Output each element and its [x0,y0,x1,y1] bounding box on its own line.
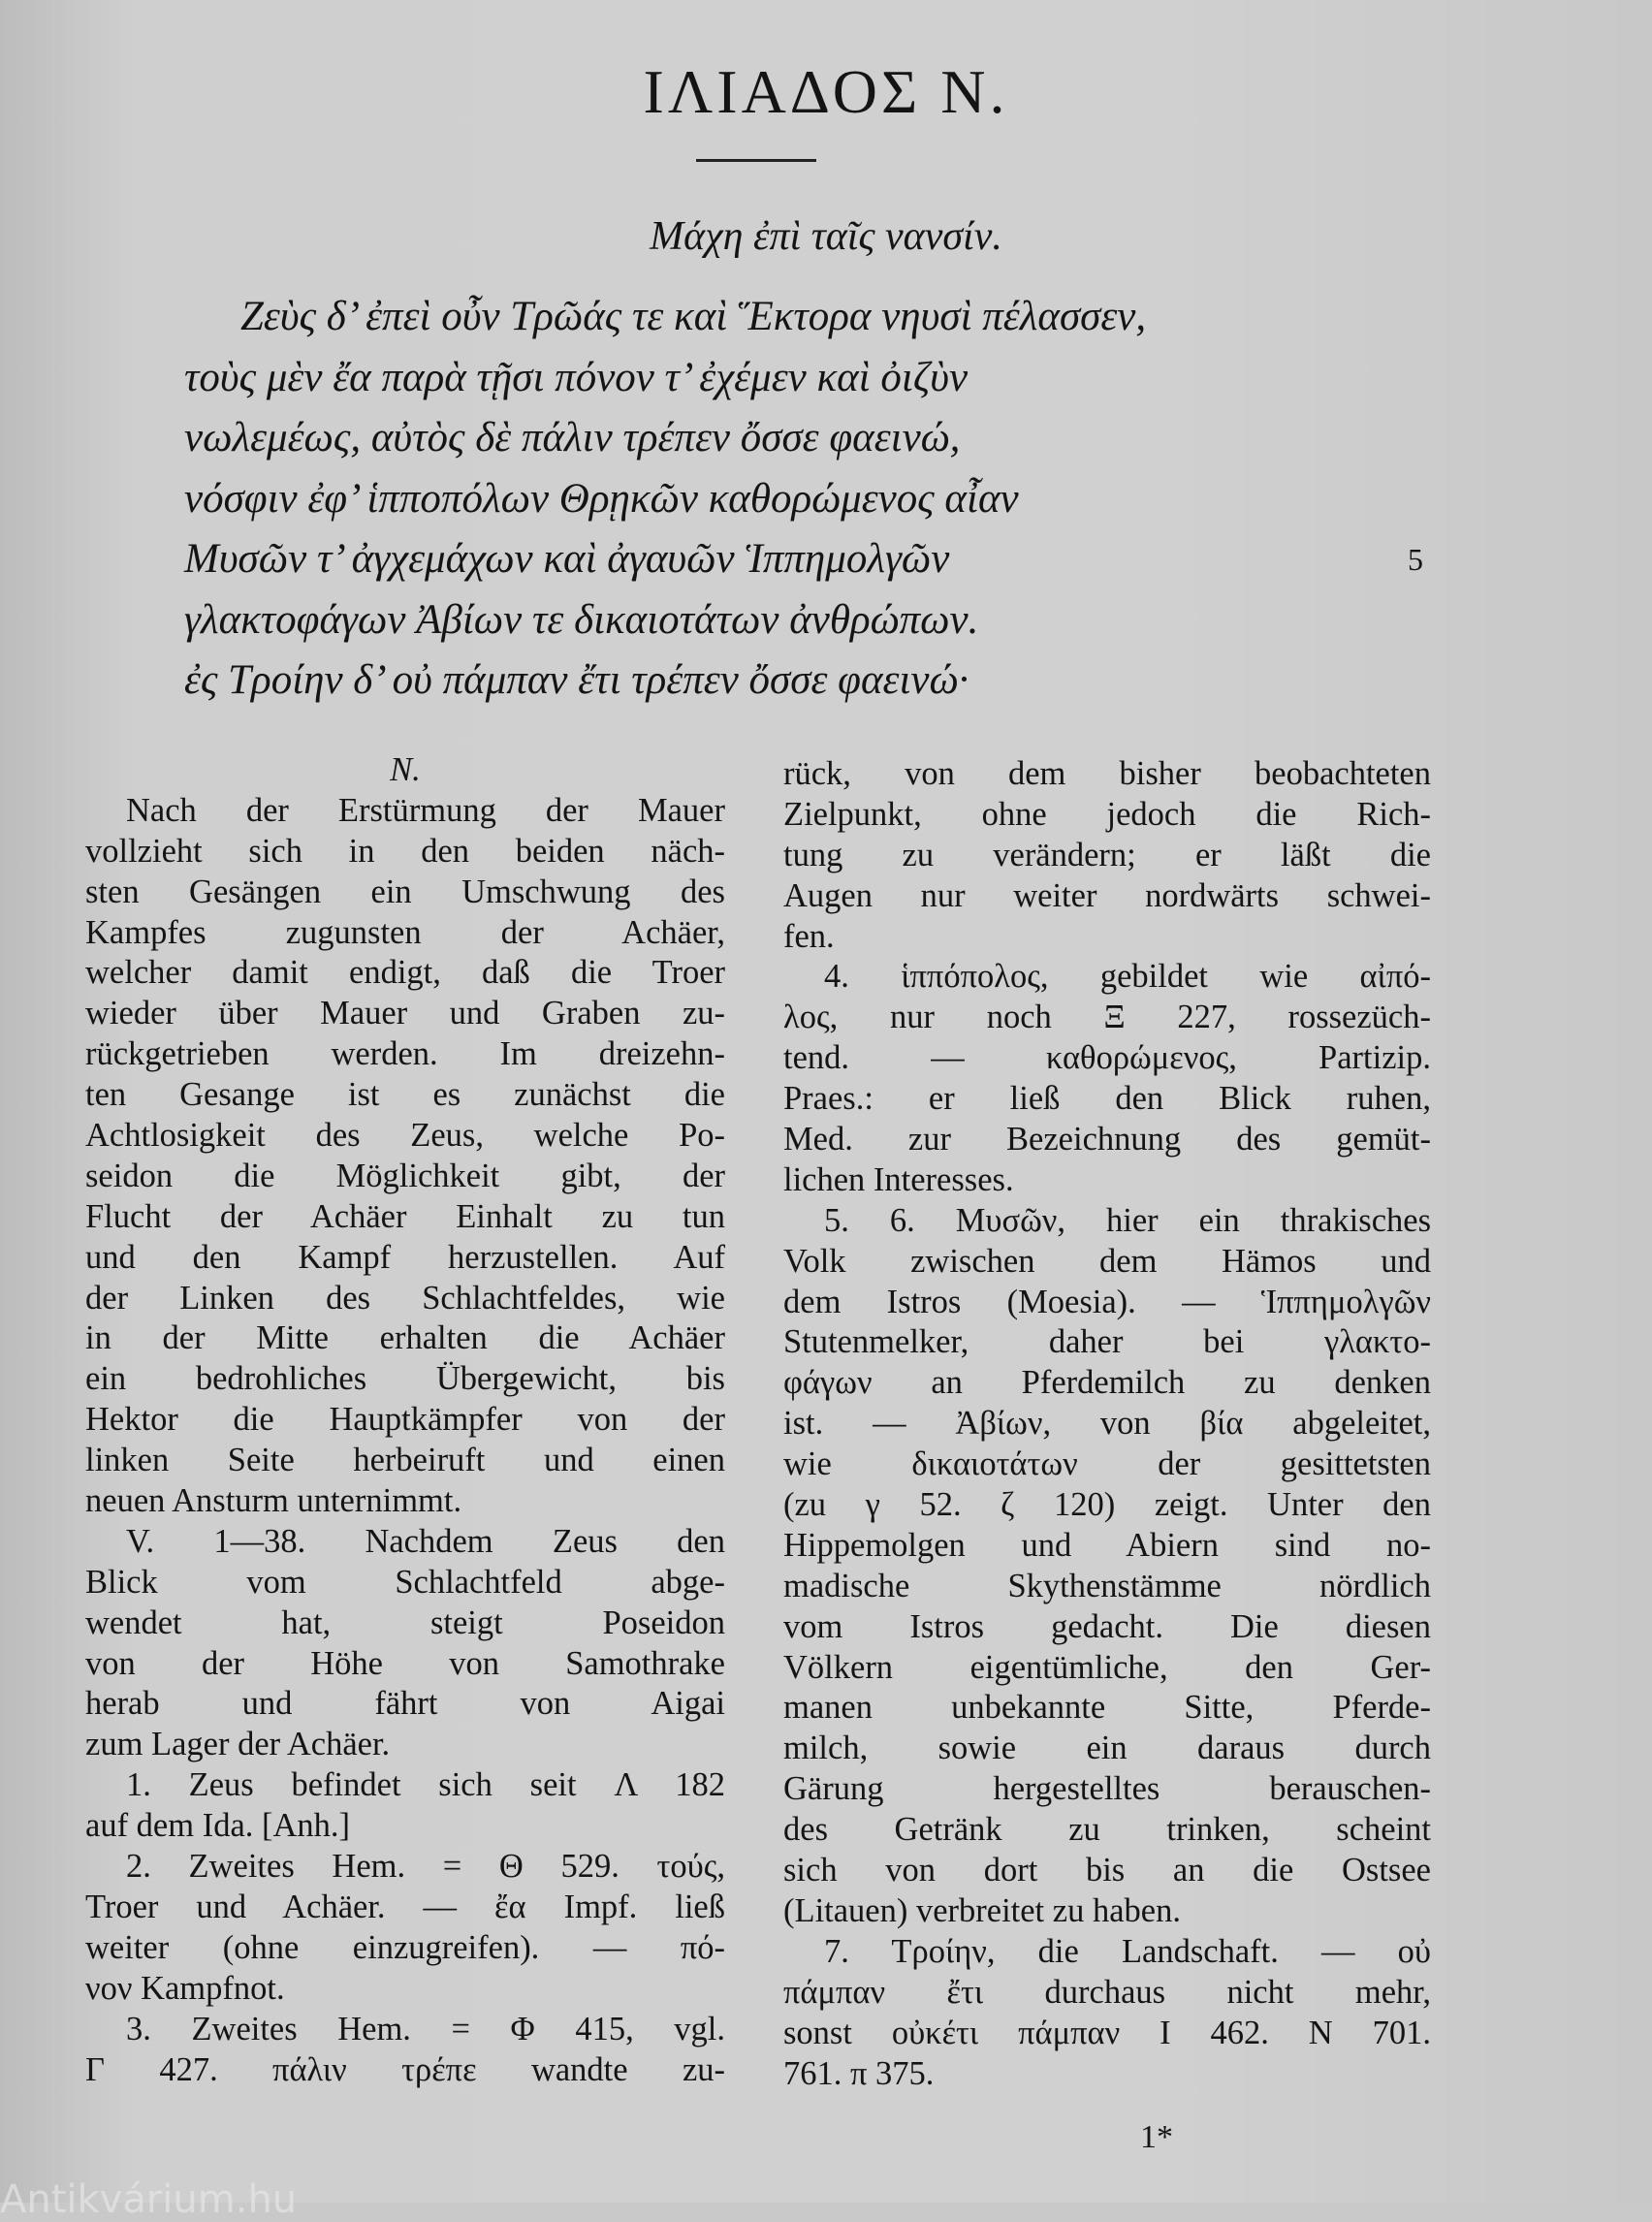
commentary-line: auf dem Ida. [Anh.] [85,1807,351,1845]
commentary-right-column [783,754,1431,2094]
page-title: ΙΛΙΑΔΟΣ Ν. [643,57,1009,126]
commentary-line: Gärung hergestelltes berauschen- [783,1770,1431,1808]
commentary-line: sten Gesängen ein Umschwung des [85,873,725,910]
commentary-line: (zu γ 52. ζ 120) zeigt. Unter den [783,1486,1431,1524]
commentary-line: φάγων an Pferdemilch zu denken [783,1364,1431,1402]
commentary-line: λος, nur noch Ξ 227, rossezüch- [783,999,1431,1036]
commentary-line: welcher damit endigt, daß die Troer [85,954,725,992]
commentary-line: neuen Ansturm unternimmt. [85,1482,462,1520]
commentary-line: V. 1—38. Nachdem Zeus den [126,1522,725,1560]
commentary-line: tung zu verändern; er läßt die [783,836,1431,873]
commentary-line: 7. Τροίην, die Landschaft. — οὐ [824,1932,1431,1970]
commentary-line: fen. [783,917,835,955]
commentary-line: ein bedrohliches Übergewicht, bis [85,1360,725,1398]
commentary-line: 761. π 375. [783,2054,935,2092]
verse-number: 5 [1408,542,1423,577]
commentary-line: rück, von dem bisher beobachteten [783,755,1431,792]
commentary-line: und den Kampf herzustellen. Auf [85,1238,725,1276]
commentary-line: Flucht der Achäer Einhalt zu tun [85,1197,725,1235]
commentary-line: von der Höhe von Samothrake [85,1644,725,1682]
commentary-line: lichen Interesses. [783,1160,1014,1198]
verse-line: νωλεμέως, αὐτὸς δὲ πάλιν τρέπεν ὄσσε φαεινώ, [184,415,961,460]
commentary-line: herab und fährt von Aigai [85,1685,725,1723]
commentary-line: Augen nur weiter nordwärts schwei- [783,876,1431,914]
verse-line: νόσφιν ἐφ’ ἱπποπόλων Θρῃκῶν καθορώμενος αἶαν [184,475,1019,522]
commentary-line: tend. — καθορώμενος, Partizip. [783,1039,1431,1077]
commentary-line: Achtlosigkeit des Zeus, welche Po- [85,1117,725,1155]
commentary-line: Med. zur Bezeichnung des gemüt- [783,1121,1431,1159]
commentary-line: Praes.: er ließ den Blick ruhen, [783,1080,1431,1118]
commentary-line: Nach der Erstürmung der Mauer [126,791,725,829]
commentary-line: der Linken des Schlachtfeldes, wie [85,1279,725,1317]
verse-line: Μυσῶν τ’ ἀγχεμάχων καὶ ἀγαυῶν Ἱππημολγῶν 5 [184,529,1445,590]
watermark: Antikvárium.hu [0,2177,298,2222]
commentary-line: ten Gesange ist es zunächst die [85,1076,725,1114]
commentary-left-column [85,750,725,2090]
commentary-line: Hektor die Hauptkämpfer von der [85,1401,725,1439]
commentary-line: Blick vom Schlachtfeld abge- [85,1563,725,1601]
commentary-heading: N. [390,751,421,788]
commentary-line: Stutenmelker, daher bei γλακτο- [783,1323,1431,1361]
commentary-line: wendet hat, steigt Poseidon [85,1603,725,1641]
commentary-line: 1. Zeus befindet sich seit Λ 182 [126,1766,725,1804]
verse-line: ἐς Τροίην δ’ οὐ πάμπαν ἔτι τρέπεν ὄσσε φαεινώ· [184,657,969,703]
verse-line: Ζεὺς δ’ ἐπεὶ οὖν Τρῶάς τε καὶ Ἕκτορα νηυσὶ πέλασσεν, [240,294,1147,339]
commentary-line: Volk zwischen dem Hämos und [783,1242,1431,1280]
verse-line: γλακτοφάγων Ἀβίων τε δικαιοτάτων ἀνθρώπων. [184,596,979,643]
commentary-line: des Getränk zu trinken, scheint [783,1811,1431,1849]
commentary-line: 2. Zweites Hem. = Θ 529. τούς, [126,1848,725,1886]
commentary-line: (Litauen) verbreitet zu haben. [783,1891,1181,1929]
commentary-line: Zielpunkt, ohne jedoch die Rich- [783,795,1431,833]
commentary-line: manen unbekannte Sitte, Pferde- [783,1689,1431,1727]
commentary-line: Γ 427. πάλιν τρέπε wandte zu- [85,2050,725,2088]
commentary-line: seidon die Möglichkeit gibt, der [85,1157,725,1194]
verse-line: τοὺς μὲν ἔα παρὰ τῇσι πόνον τ’ ἐχέμεν καὶ ὀιζὺν [184,354,969,400]
commentary-line: ist. — Ἀβίων, von βία abgeleitet, [783,1405,1431,1443]
commentary-line: madische Skythenstämme nördlich [783,1567,1431,1604]
poem-verses [184,287,1445,712]
commentary-line: 4. ἱππόπολος, gebildet wie αἰπό- [824,958,1431,996]
commentary-line: 5. 6. Μυσῶν, hier ein thrakisches [824,1201,1431,1239]
title-divider [696,159,816,162]
commentary-line: milch, sowie ein daraus durch [783,1730,1431,1767]
commentary-line: rückgetrieben werden. Im dreizehn- [85,1035,725,1073]
book-subtitle: Μάχη ἐπὶ ταῖς νανσίν. [650,214,1002,259]
commentary-line: πάμπαν ἔτι durchaus nicht mehr, [783,1973,1431,2011]
commentary-line: zum Lager der Achäer. [85,1726,391,1763]
commentary-line: wie δικαιοτάτων der gesittetsten [783,1445,1431,1483]
commentary-line: wieder über Mauer und Graben zu- [85,995,725,1032]
commentary-line: sich von dort bis an die Ostsee [783,1852,1431,1889]
commentary-line: Troer und Achäer. — ἔα Impf. ließ [85,1888,725,1925]
commentary-line: vom Istros gedacht. Die diesen [783,1607,1431,1645]
commentary-line: 3. Zweites Hem. = Φ 415, vgl. [126,2010,725,2047]
commentary-line: vollzieht sich in den beiden näch- [85,832,725,870]
commentary-line: linken Seite herbeiruft und einen [85,1442,725,1479]
commentary-line: Kampfes zugunsten der Achäer, [85,913,725,951]
commentary-line: weiter (ohne einzugreifen). — πό- [85,1928,725,1966]
commentary-line: sonst οὐκέτι πάμπαν Ι 462. Ν 701. [783,2014,1431,2051]
commentary-line: dem Istros (Moesia). — Ἱππημολγῶν [783,1283,1431,1320]
commentary-line: Völkern eigentümliche, den Ger- [783,1648,1431,1686]
commentary-line: Hippemolgen und Abiern sind no- [783,1526,1431,1564]
commentary-line: νον Kampfnot. [85,1969,285,2007]
commentary-line: in der Mitte erhalten die Achäer [85,1319,725,1357]
printer-signature: 1* [1140,2119,1173,2155]
